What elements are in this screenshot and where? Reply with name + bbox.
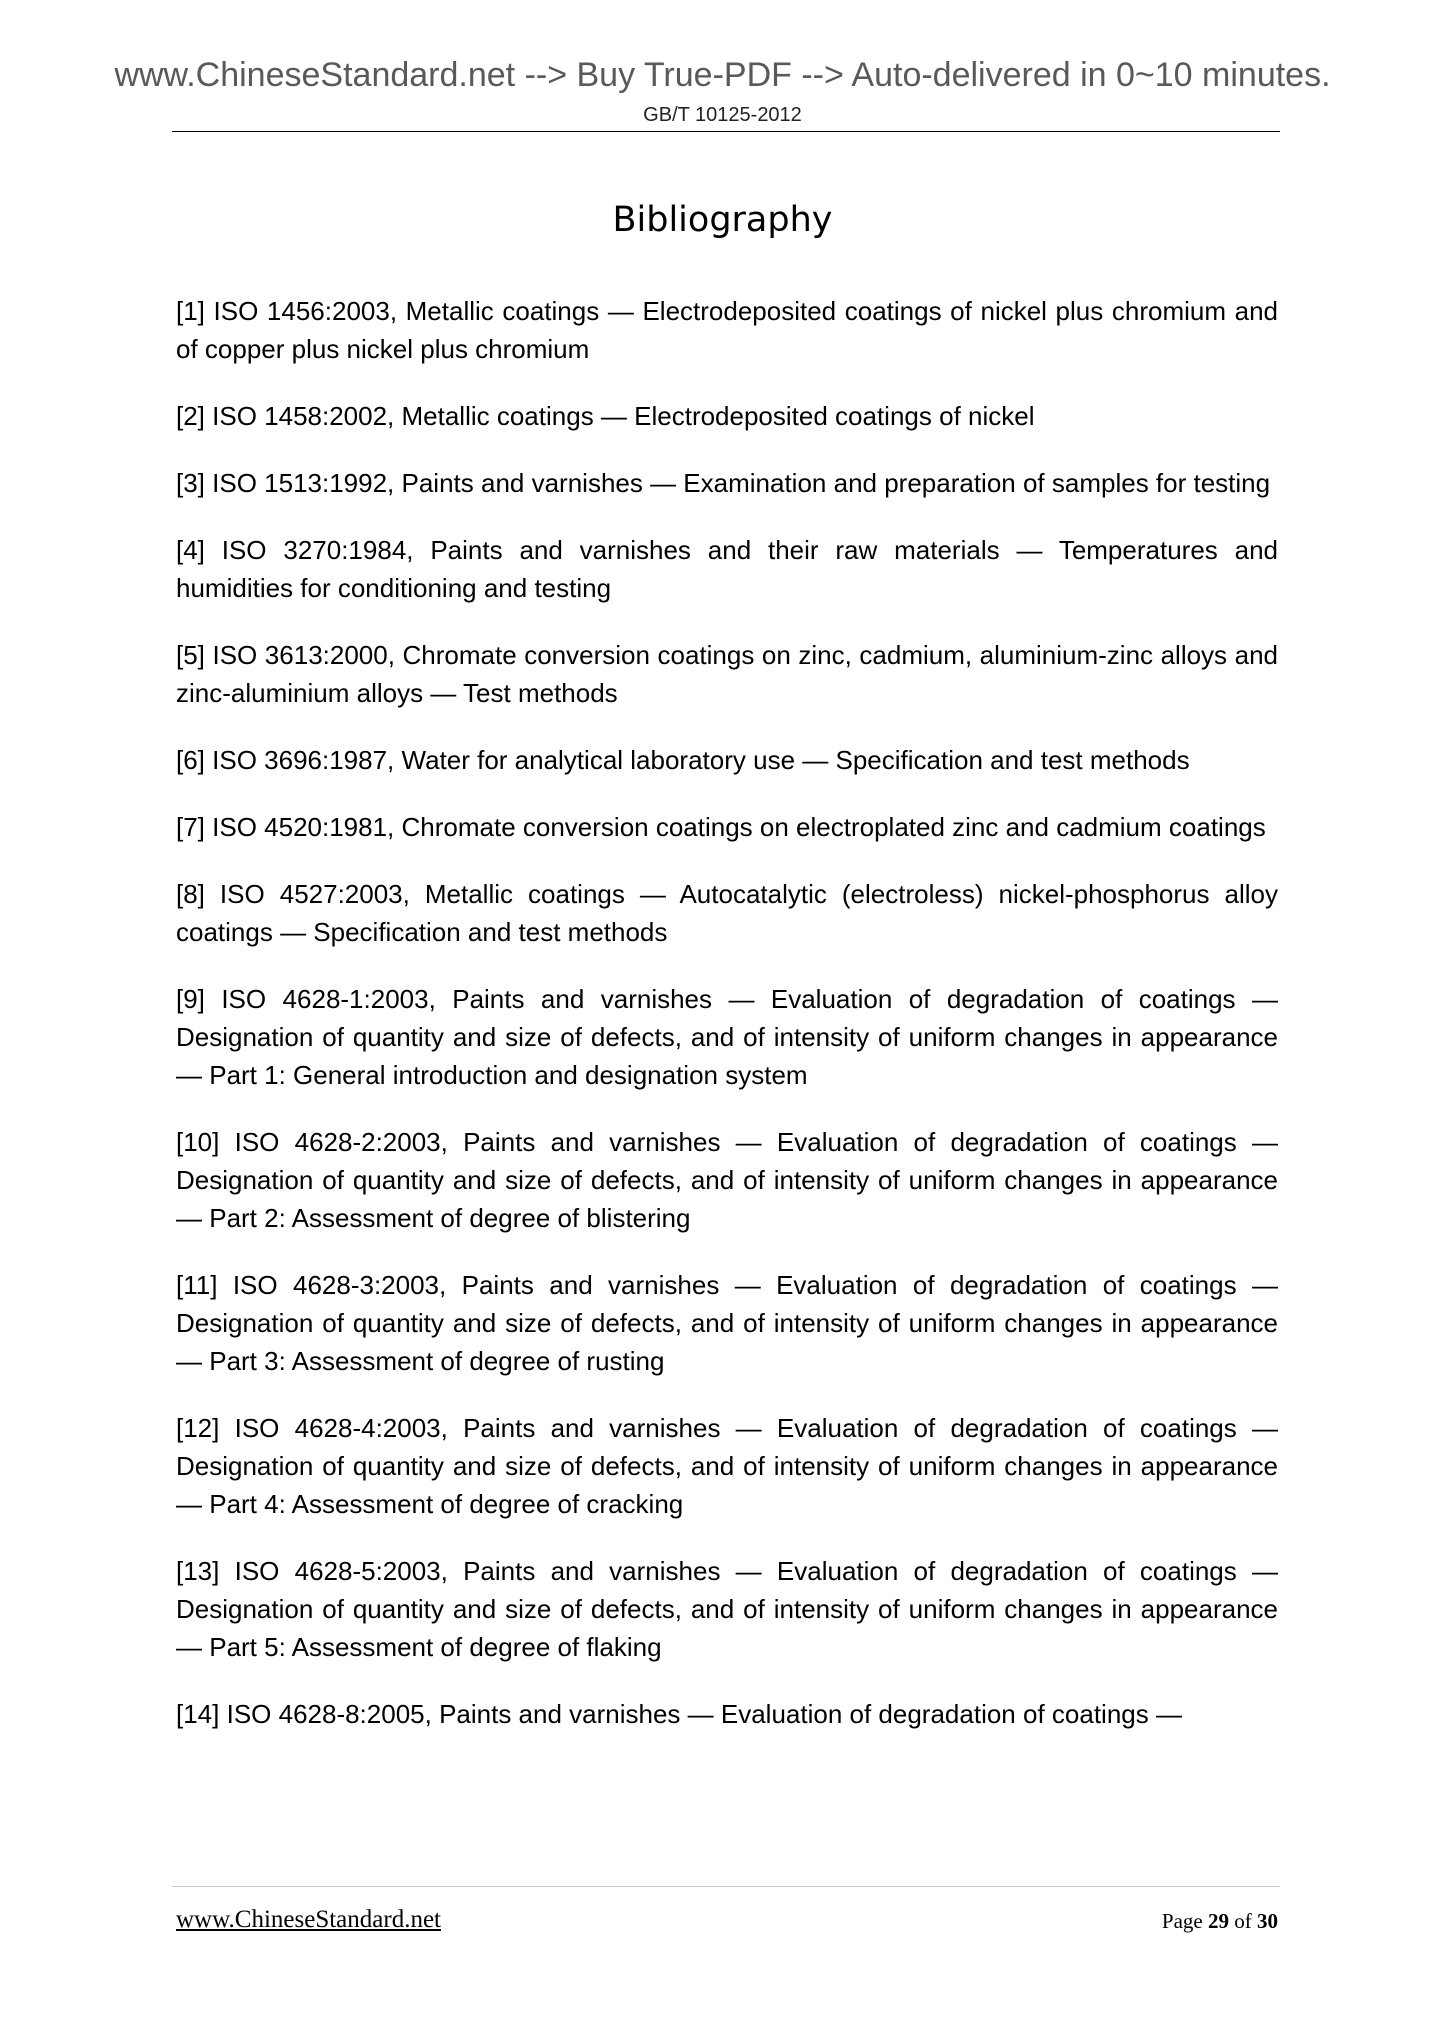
reference-item: [6] ISO 3696:1987, Water for analytical laboratory use — Specification and test methods [176,745,1190,775]
reference-item: [1] ISO 1456:2003, Metallic coatings — Electrodeposited coatings of nickel plus chromium and of copper plus nickel plus chromium [176,296,1278,364]
page-total: 30 [1257,1909,1278,1933]
page-number [1162,1909,1278,1934]
reference-item: [9] ISO 4628-1:2003, Paints and varnishes — Evaluation of degradation of coatings — Designation of quantity and size of defects, and of intensity of uniform changes in appearance — Part 1: General introduction and designation system [176,984,1278,1090]
reference-item: [5] ISO 3613:2000, Chromate conversion coatings on zinc, cadmium, aluminium-zinc alloys and zinc-aluminium alloys — Test methods [176,640,1278,708]
top-banner: www.ChineseStandard.net --> Buy True-PDF --> Auto-delivered in 0~10 minutes. [114,56,1331,94]
reference-list [176,292,1278,1762]
reference-item: [3] ISO 1513:1992, Paints and varnishes — Examination and preparation of samples for testing [176,468,1271,498]
page-current: 29 [1208,1909,1229,1933]
reference-item: [13] ISO 4628-5:2003, Paints and varnishes — Evaluation of degradation of coatings — Designation of quantity and size of defects, and of intensity of uniform changes in appearance — Part 5: Assessment of degree of flaking [176,1556,1278,1662]
page-of: of [1234,1909,1252,1933]
reference-item: [11] ISO 4628-3:2003, Paints and varnishes — Evaluation of degradation of coatings — Designation of quantity and size of defects, and of intensity of uniform changes in appearance — Part 3: Assessment of degree of rusting [176,1270,1278,1376]
reference-item: [8] ISO 4527:2003, Metallic coatings — Autocatalytic (electroless) nickel-phosphorus alloy coatings — Specification and test methods [176,879,1278,947]
reference-item: [4] ISO 3270:1984, Paints and varnishes and their raw materials — Temperatures and humidities for conditioning and testing [176,535,1278,603]
standard-code: GB/T 10125-2012 [643,104,802,126]
header-divider [172,131,1280,132]
reference-item: [2] ISO 1458:2002, Metallic coatings — Electrodeposited coatings of nickel [176,401,1035,431]
reference-item: [12] ISO 4628-4:2003, Paints and varnishes — Evaluation of degradation of coatings — Designation of quantity and size of defects, and of intensity of uniform changes in appearance — Part 4: Assessment of degree of cracking [176,1413,1278,1519]
footer-divider [172,1886,1280,1887]
footer-site-link[interactable]: www.ChineseStandard.net [176,1906,441,1933]
reference-item: [10] ISO 4628-2:2003, Paints and varnishes — Evaluation of degradation of coatings — Designation of quantity and size of defects, and of intensity of uniform changes in appearance — Part 2: Assessment of degree of blistering [176,1127,1278,1233]
reference-item: [7] ISO 4520:1981, Chromate conversion coatings on electroplated zinc and cadmium coatings [176,812,1266,842]
page-prefix: Page [1161,1909,1203,1933]
reference-item: [14] ISO 4628-8:2005, Paints and varnishes — Evaluation of degradation of coatings — [176,1699,1182,1729]
page-title: Bibliography [612,200,833,240]
